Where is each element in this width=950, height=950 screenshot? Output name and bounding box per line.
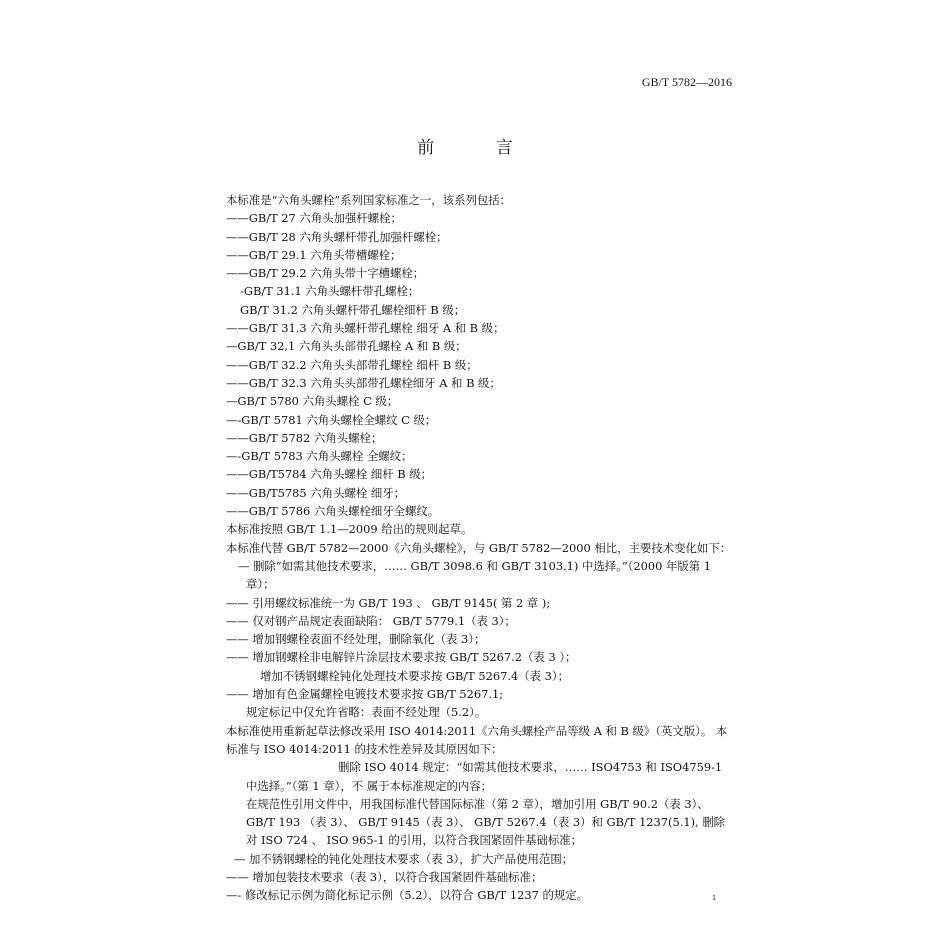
list-item: ——GB/T 29.2 六角头带十字槽螺栓； [226,266,425,281]
list-item: ——GB/T 29.1 六角头带槽螺栓； [226,247,402,262]
difference-item: 删除 ISO 4014 规定：“如需其他技术要求，…… ISO4753 和 ISO4759-1 [338,760,723,775]
change-item: —— 增加有色金属螺栓电镀技术要求按 GB/T 5267.1; [226,687,504,702]
list-item: GB/T 31.2 六角头螺杆带孔螺栓细杆 B 级； [240,302,466,317]
list-item: —-GB/T 5781 六角头螺栓全螺纹 C 级； [226,412,437,427]
change-item: 规定标记中仅允许省略：表面不经处理（5.2）。 [246,705,487,720]
list-item: —GB/T 5780 六角头螺栓 C 级； [226,394,399,409]
list-item: ——GB/T 5786 六角头螺栓细牙全螺纹。 [226,504,440,519]
change-item: —— 增加钢螺栓表面不经处理，删除氧化（表 3）； [226,632,486,647]
list-item: ——GB/T 32.2 六角头头部带孔螺栓 细杆 B 级； [226,357,478,372]
list-item: -GB/T 31.1 六角头螺杆带孔螺栓； [240,284,420,299]
difference-item: — 加不锈钢螺栓的钝化处理技术要求（表 3），扩大产品使用范围； [234,851,574,866]
list-item: ——GB/T 28 六角头螺杆带孔加强杆螺栓； [226,229,448,244]
change-item: —— 仅对钢产品规定表面缺陷： GB/T 5779.1（表 3）； [226,613,516,628]
foreword-body [226,191,731,905]
paragraph-line: 本标准代替 GB/T 5782—2000《六角头螺栓》，与 GB/T 5782—2000 相比，主要技术变化如下： [226,540,731,555]
change-item: — 删除“如需其他技术要求，…… GB/T 3098.6 和 GB/T 3103.1) 中选择。”（2000 年版第 1 章）； [238,558,712,592]
difference-item: —- 修改标记示例为简化标记示例（5.2），以符合 GB/T 1237 的规定。 [226,888,589,903]
difference-item: 中选择。”（第 1 章），不 属于本标准规定的内容； [246,778,493,793]
difference-item: 在规范性引用文件中，用我国标准代替国际标准（第 2 章），增加引用 GB/T 90.2（表 3）、 GB/T 193 （表 3）、 GB/T 9145（表 3）、 GB/T 5267.4（表 3）和 GB/T 1237(5.1), 删除对 ISO 724 、 ISO 965-1 的引用，以符合我国紧固件基础标准； [246,796,726,848]
paragraph-line: 本标准按照 GB/T 1.1—2009 给出的规则起草。 [226,522,473,537]
list-item: ——GB/T 31.3 六角头螺杆带孔螺栓 细牙 A 和 B 级； [226,321,505,336]
paragraph-line: 本标准使用重新起草法修改采用 ISO 4014:2011《六角头螺栓产品等级 A 和 B 级》（英文版）。 本标准与 ISO 4014:2011 的技术性差异及其原因如下： [226,723,728,756]
page-title: 前 言 [417,138,541,158]
list-item: ——GB/T 27 六角头加强杆螺栓； [226,211,402,226]
list-item: —-GB/T 5783 六角头螺栓 全螺纹； [226,449,413,464]
list-item: —GB/T 32,1 六角头头部带孔螺栓 A 和 B 级； [226,339,467,354]
paragraph-line: 本标准是“六角头螺栓”系列国家标准之一，该系列包括： [226,193,512,207]
list-item: ——GB/T5785 六角头螺栓 细牙； [226,485,406,500]
change-item: —— 引用螺纹标准统一为 GB/T 193 、 GB/T 9145( 第 2 章 ); [226,595,551,610]
difference-item: —— 增加包装技术要求（表 3），以符合我国紧固件基础标准； [226,869,543,884]
page-number: 1 [712,893,716,902]
change-item: 增加不锈钢螺栓钝化处理技术要求按 GB/T 5267.4（表 3）； [260,668,569,683]
list-item: ——GB/T 5782 六角头螺栓； [226,430,383,445]
list-item: ——GB/T5784 六角头螺栓 细杆 B 级； [226,467,433,482]
change-item: —— 增加钢螺栓非电解锌片涂层技术要求按 GB/T 5267.2（表 3 ）； [226,650,577,665]
list-item: ——GB/T 32.3 六角头头部带孔螺栓细牙 A 和 B 级； [226,375,501,390]
standard-number: GB/T 5782—2016 [641,75,732,89]
